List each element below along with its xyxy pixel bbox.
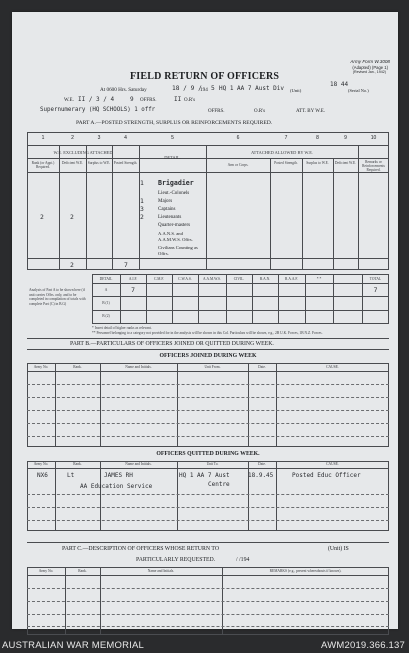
part-c-particularly: PARTICULARLY REQUESTED. [136, 557, 216, 563]
quitted-col-cause: CAUSE. [326, 462, 339, 466]
army-form-number: Army Form W.3008 [350, 59, 390, 64]
analysis-aif-value: 7 [131, 286, 135, 294]
offrs2-label: OFFRS. [208, 109, 225, 114]
col2-typed: 2 [70, 213, 74, 221]
date-typed: 18 / 9 / [172, 85, 202, 92]
footer-accession-number: AWM2019.366.137 [321, 640, 405, 651]
analysis-header-aif: A.I.F. [128, 277, 138, 281]
part-c-col-name: Name and Initials. [147, 569, 175, 573]
joined-col-unit-from: Unit From. [204, 365, 221, 369]
col-header-2: Deficient W.E. [61, 161, 84, 165]
we-excluding-header: W.E. EXCLUDING ATTACHED [53, 150, 113, 155]
col-number-10: 10 [370, 135, 377, 141]
detail-quartermasters: Quarter-masters [158, 223, 191, 228]
quitted-cause: Posted Educ Officer [292, 472, 361, 479]
col-header-10: Remarks or Reinforcements Required. [362, 160, 385, 172]
form-adapted: (Adapted) (Page 1) [352, 65, 388, 70]
col-number-1: 1 [41, 135, 45, 141]
col-header-9: Deficient W.E. [334, 161, 357, 165]
joined-title: OFFICERS JOINED DURING WEEK [159, 353, 257, 359]
analysis-header-aamws: A.A.M.W.S. [203, 277, 221, 281]
part-c-title: PART C.—DESCRIPTION OF OFFICERS WHOSE RETURN TO [62, 546, 220, 552]
col-header-3: Surplus to W.E. [87, 161, 111, 165]
col-number-6: 6 [236, 135, 240, 141]
quitted-army-no: NX6 [37, 472, 48, 479]
detail-captains: Captains [158, 207, 176, 212]
we-typed: II / 3 / 4 [78, 96, 115, 103]
col-header-6: Arm or Corps. [227, 163, 249, 167]
detail-lieutenants: Lieutenants [158, 215, 182, 220]
col-number-3: 3 [97, 135, 101, 141]
analysis-header-other: * * [316, 277, 322, 281]
quitted-col-date: Date. [258, 462, 266, 466]
quitted-col-rank: Rank. [73, 462, 82, 466]
col-header-8: Surplus to W.E. [306, 161, 329, 165]
posted-lieutenants: 2 [140, 213, 144, 221]
ors-label: O.R's [184, 98, 196, 103]
analysis-header-civil: CIVIL. [233, 277, 245, 281]
detail-lt-colonels: Lieut.-Colonels [158, 191, 190, 196]
joined-col-rank: Rank. [73, 365, 82, 369]
quitted-col-unit-to: Unit To. [206, 462, 219, 466]
posted-captains: 3 [140, 205, 144, 213]
col-header-4: Posted Strength. [113, 161, 138, 165]
analysis-note: Analysis of Part A to be shown here (if unit carries Offrs. only, and to be completed in compilation of totals with complete Part (C) in B.G) [29, 288, 86, 306]
quitted-col-army-no: Army No. [33, 462, 49, 466]
at-line-label: At 0600 Hrs. Saturday [100, 87, 147, 93]
part-c-unit-is: (Unit) IS [328, 546, 349, 552]
ors-typed: II [174, 96, 182, 103]
unit-typed: HQ 1 AA 7 Aust Div [219, 85, 285, 92]
part-c-col-remarks: REMARKS (e.g., present whereabouts if known). [269, 569, 342, 573]
quitted-date: 18.9.45 [248, 472, 274, 479]
form-revised: (Revised Jan., 1942) [352, 70, 386, 74]
detail-aans: A.A.N.S. and A.A.M.W.S. Offrs. [158, 231, 193, 242]
attached-header: ATTACHED ALLOWED BY W.E. [250, 150, 314, 155]
quitted-col-name: Name and Initials. [125, 462, 152, 466]
analysis-row-b2: B (2) [102, 314, 110, 318]
quitted-name-2: AA Education Service [80, 483, 153, 490]
analysis-row-a: A [104, 288, 108, 292]
analysis-header-total: TOTAL [369, 277, 382, 281]
col-number-9: 9 [344, 135, 347, 141]
col-header-5: DETAIL. [164, 155, 181, 160]
joined-col-cause: CAUSE. [326, 365, 339, 369]
analysis-table [92, 274, 389, 324]
serial-typed: 18 44 [330, 81, 349, 88]
analysis-header-detail: DETAIL [99, 277, 113, 281]
quitted-unit-2: Centre [208, 481, 230, 488]
analysis-header-raaf: R.A.A.F. [285, 277, 298, 281]
form-title: FIELD RETURN OF OFFICERS [130, 71, 280, 82]
part-b-title: PART B.—PARTICULARS OF OFFICERS JOINED OR QUITTED DURING WEEK. [70, 341, 274, 347]
col-number-7: 7 [284, 135, 288, 141]
col-number-2: 2 [71, 135, 74, 141]
col-header-7: Posted Strength. [274, 161, 298, 165]
analysis-row-b1: B (1) [102, 301, 110, 305]
part-c-col-rank: Rank. [78, 569, 87, 573]
year-typed: 5 [211, 85, 215, 92]
analysis-header-ran: R.A.N. [259, 277, 271, 281]
joined-table [27, 363, 389, 447]
analysis-header-cmf: C.M.F. [154, 277, 164, 281]
footnote-1: * Insert detail of higher ranks as relevant. [92, 326, 152, 330]
detail-brigadier: Brigadier [158, 179, 194, 187]
footer-credit: AUSTRALIAN WAR MEMORIAL [2, 640, 145, 651]
col-number-8: 8 [316, 135, 319, 141]
analysis-header-cwas: C.W.A.S. [178, 277, 192, 281]
supernumerary-typed: Supernumerary (HQ SCHOOLS) 1 offr [40, 107, 156, 113]
quitted-unit: HQ 1 AA 7 Aust [179, 472, 230, 479]
footnote-2: ** Personnel belonging to a category not provided for in the analysis will be shown in this Col. Particulars will be shown, e.g., 2B U.K. Forces, 1B N.Z. Forces. [92, 331, 323, 335]
total-col4: 7 [124, 261, 128, 269]
joined-col-army-no: Army No. [33, 365, 49, 369]
col-header-1: Rank (or Appt.) Required. [31, 161, 55, 169]
quitted-rank: Lt [67, 472, 75, 479]
joined-col-name: Name and Initials. [125, 365, 152, 369]
quitted-name: JAMES RH [104, 472, 133, 479]
serial-label: (Serial No.) [348, 88, 369, 93]
detail-civilians: Civilians Counting as Offrs. [158, 245, 198, 256]
year-label: 194 [200, 87, 208, 93]
posted-majors: 1 [140, 197, 144, 205]
col-number-5: 5 [171, 135, 174, 141]
offrs-typed: 9 [130, 96, 134, 103]
posted-brigadier: 1 [140, 179, 144, 187]
detail-majors: Majors [158, 199, 173, 204]
joined-col-date: Date. [258, 365, 266, 369]
form-sheet [12, 12, 398, 629]
part-c-date-blank: / /194 [236, 557, 250, 563]
quitted-title: OFFICERS QUITTED DURING WEEK. [156, 451, 260, 457]
att-label: ATT. BY W.E. [296, 109, 326, 114]
unit-label: (Unit) [290, 88, 302, 93]
col-number-4: 4 [124, 135, 127, 141]
part-c-col-army-no: Army No. [38, 569, 54, 573]
col1-typed: 2 [40, 213, 44, 221]
total-col2: 2 [70, 261, 74, 269]
part-a-title: PART A.—POSTED STRENGTH, SURPLUS OR REINFORCEMENTS REQUIRED. [76, 120, 273, 126]
offrs-label: OFFRS. [140, 98, 157, 103]
ors2-label: O.R's [254, 109, 266, 114]
analysis-total-value: 7 [373, 286, 378, 294]
we-label: W.E. [64, 98, 74, 103]
